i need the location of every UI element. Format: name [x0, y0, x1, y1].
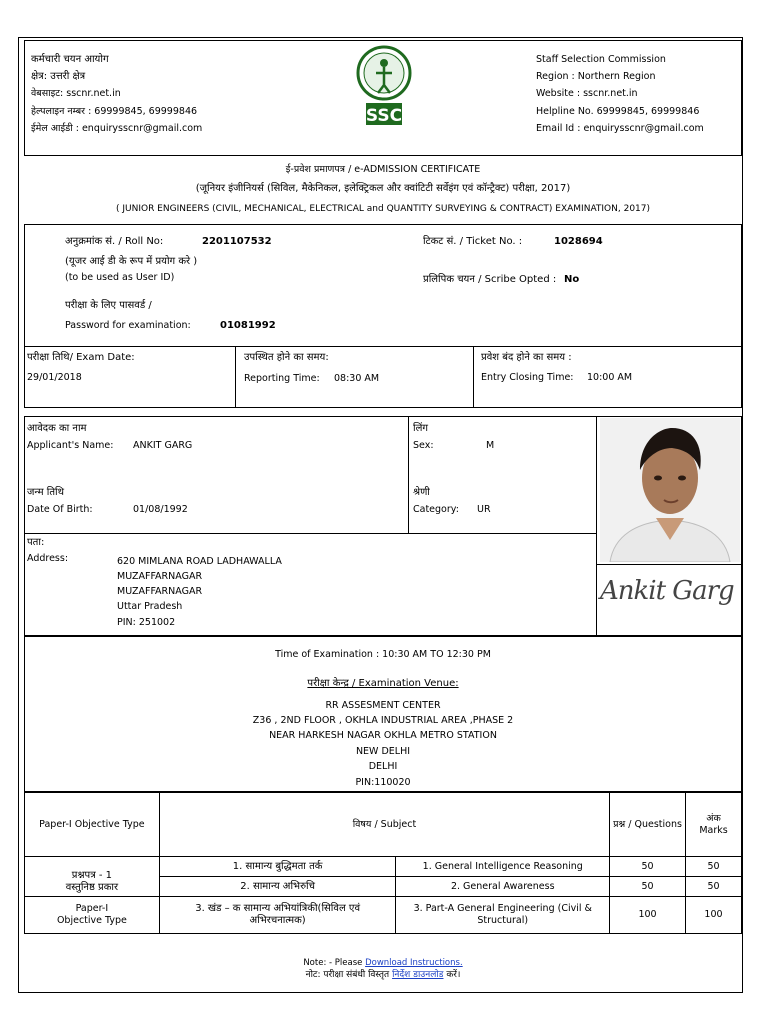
- header-website-en: Website : sscnr.net.in: [536, 88, 638, 99]
- venue-line: Z36 , 2ND FLOOR , OKHLA INDUSTRIAL AREA ,PHASE 2: [252, 715, 514, 726]
- paper-table: [24, 792, 742, 934]
- col-subject-header: विषय / Subject: [159, 793, 609, 857]
- questions-cell: 50: [610, 857, 686, 877]
- header-website-hi: वेबसाइट: sscnr.net.in: [31, 88, 121, 99]
- roll-box: [24, 224, 742, 408]
- download-instructions-link[interactable]: Download Instructions.: [365, 958, 463, 968]
- download-instructions-link-hi[interactable]: निर्देश डाउनलोड: [392, 970, 444, 980]
- password-value: 01081992: [220, 320, 276, 331]
- venue-line: RR ASSESMENT CENTER: [325, 700, 441, 711]
- reporting-label-hi: उपस्थित होने का समय:: [244, 352, 329, 363]
- dob-label-hi: जन्म तिथि: [27, 487, 65, 498]
- dob-label-en: Date Of Birth:: [27, 504, 93, 515]
- category-label-hi: श्रेणी: [413, 487, 430, 498]
- questions-cell: 100: [610, 897, 686, 934]
- venue-line: NEAR HARKESH NAGAR OKHLA METRO STATION: [269, 730, 497, 741]
- password-label-en: Password for examination:: [65, 320, 191, 331]
- applicant-dob: 01/08/1992: [133, 504, 188, 515]
- footer-note-en: Note: - Please Download Instructions.: [303, 958, 463, 968]
- subject-en: 1. General Intelligence Reasoning: [396, 857, 610, 877]
- reporting-time: 08:30 AM: [334, 373, 380, 384]
- venue-title: परीक्षा केन्द्र / Examination Venue:: [307, 678, 459, 689]
- roll-value: 2201107532: [202, 236, 272, 247]
- password-label-hi: परीक्षा के लिए पासवर्ड /: [65, 300, 152, 311]
- subject-hi: 1. सामान्य बुद्धिमता तर्क: [159, 857, 396, 877]
- roll-note-en: (to be used as User ID): [65, 272, 175, 283]
- scribe-value: No: [564, 274, 580, 285]
- ssc-logo: [354, 45, 414, 129]
- sex-label-en: Sex:: [413, 440, 434, 451]
- address-label-en: Address:: [27, 553, 69, 564]
- roll-label: अनुक्रमांक सं. / Roll No:: [65, 236, 164, 247]
- closing-label-en: Entry Closing Time:: [481, 372, 574, 383]
- paper-group-en: Paper-I Objective Type: [25, 897, 160, 934]
- sex-label-hi: लिंग: [413, 423, 428, 434]
- venue-line: NEW DELHI: [355, 746, 411, 757]
- applicant-name: ANKIT GARG: [133, 440, 193, 451]
- applicant-photo: [600, 418, 740, 562]
- category-label-en: Category:: [413, 504, 459, 515]
- title-line-2: (जूनियर इंजीनियर्स (सिविल, मैकेनिकल, इलेक्ट्रिकल और क्वांटिटी सर्वेइंग एवं कॉन्ट्रैक्ट) परीक्षा, 2017): [195, 183, 571, 194]
- scribe-label: प्रलिपिक चयन / Scribe Opted :: [423, 274, 557, 285]
- footer-note-hi: नोट: परीक्षा संबंधी विस्तृत निर्देश डाउनलोड करें।: [305, 970, 461, 980]
- col-questions-header: प्रश्न / Questions: [610, 793, 686, 857]
- name-label-hi: आवेदक का नाम: [27, 423, 87, 434]
- header-org-en: Staff Selection Commission: [536, 54, 666, 65]
- ticket-value: 1028694: [554, 236, 603, 247]
- applicant-sex: M: [486, 440, 495, 451]
- closing-time: 10:00 AM: [587, 372, 633, 383]
- col-marks-header: अंक Marks: [686, 793, 742, 857]
- header-region-en: Region : Northern Region: [536, 71, 656, 82]
- exam-date-label: परीक्षा तिथि/ Exam Date:: [27, 352, 135, 363]
- applicant-signature: [598, 566, 741, 634]
- paper-group-hi: प्रश्नपत्र - 1 वस्तुनिष्ठ प्रकार: [25, 857, 160, 897]
- reporting-label-en: Reporting Time:: [244, 373, 320, 384]
- subject-en: 3. Part-A General Engineering (Civil & Structural): [396, 897, 610, 934]
- subject-en: 2. General Awareness: [396, 877, 610, 897]
- closing-label-hi: प्रवेश बंद होने का समय :: [481, 352, 572, 363]
- table-row: [25, 897, 742, 934]
- name-label-en: Applicant's Name:: [27, 440, 114, 451]
- signature-text: Ankit Garg: [600, 576, 734, 606]
- marks-cell: 50: [686, 857, 742, 877]
- questions-cell: 50: [610, 877, 686, 897]
- venue-line: PIN:110020: [355, 777, 411, 788]
- col-paper-header: Paper-I Objective Type: [25, 793, 160, 857]
- header-org-hi: कर्मचारी चयन आयोग: [31, 54, 109, 65]
- venue-line: DELHI: [368, 761, 398, 772]
- address-line: PIN: 251002: [117, 617, 176, 628]
- marks-cell: 100: [686, 897, 742, 934]
- exam-time: Time of Examination : 10:30 AM TO 12:30 PM: [275, 649, 491, 660]
- header-email-hi: ईमेल आईडी : enquirysscnr@gmail.com: [31, 123, 203, 134]
- subject-hi: 3. खंड – क सामान्य अभियांत्रिकी(सिविल एवं अभिरचनात्मक): [159, 897, 396, 934]
- address-line: Uttar Pradesh: [117, 601, 183, 612]
- title-line-3: ( JUNIOR ENGINEERS (CIVIL, MECHANICAL, ELECTRICAL and QUANTITY SURVEYING & CONTRACT) EXAMINATION, 2017): [115, 204, 651, 214]
- header-helpline-hi: हेल्पलाइन नम्बर : 69999845, 69999846: [31, 106, 198, 117]
- address-line: MUZAFFARNAGAR: [117, 571, 203, 582]
- logo-text: SSC: [365, 106, 403, 126]
- address-label-hi: पता:: [27, 537, 45, 548]
- header-email-en: Email Id : enquirysscnr@gmail.com: [536, 123, 704, 134]
- header-helpline-en: Helpline No. 69999845, 69999846: [536, 106, 700, 117]
- title-line-1: ई-प्रवेश प्रमाणपत्र / e-ADMISSION CERTIFICATE: [285, 164, 481, 175]
- table-row: [25, 857, 742, 877]
- address-line: MUZAFFARNAGAR: [117, 586, 203, 597]
- header-region-hi: क्षेत्र: उत्तरी क्षेत्र: [31, 71, 86, 82]
- ticket-label: टिकट सं. / Ticket No. :: [423, 236, 523, 247]
- applicant-category: UR: [477, 504, 491, 515]
- table-header-row: [25, 793, 742, 857]
- roll-note-hi: (यूजर आई डी के रूप में प्रयोग करे ): [65, 256, 198, 267]
- marks-cell: 50: [686, 877, 742, 897]
- exam-date: 29/01/2018: [27, 372, 82, 383]
- subject-hi: 2. सामान्य अभिरुचि: [159, 877, 396, 897]
- address-line: 620 MIMLANA ROAD LADHAWALLA: [117, 556, 282, 567]
